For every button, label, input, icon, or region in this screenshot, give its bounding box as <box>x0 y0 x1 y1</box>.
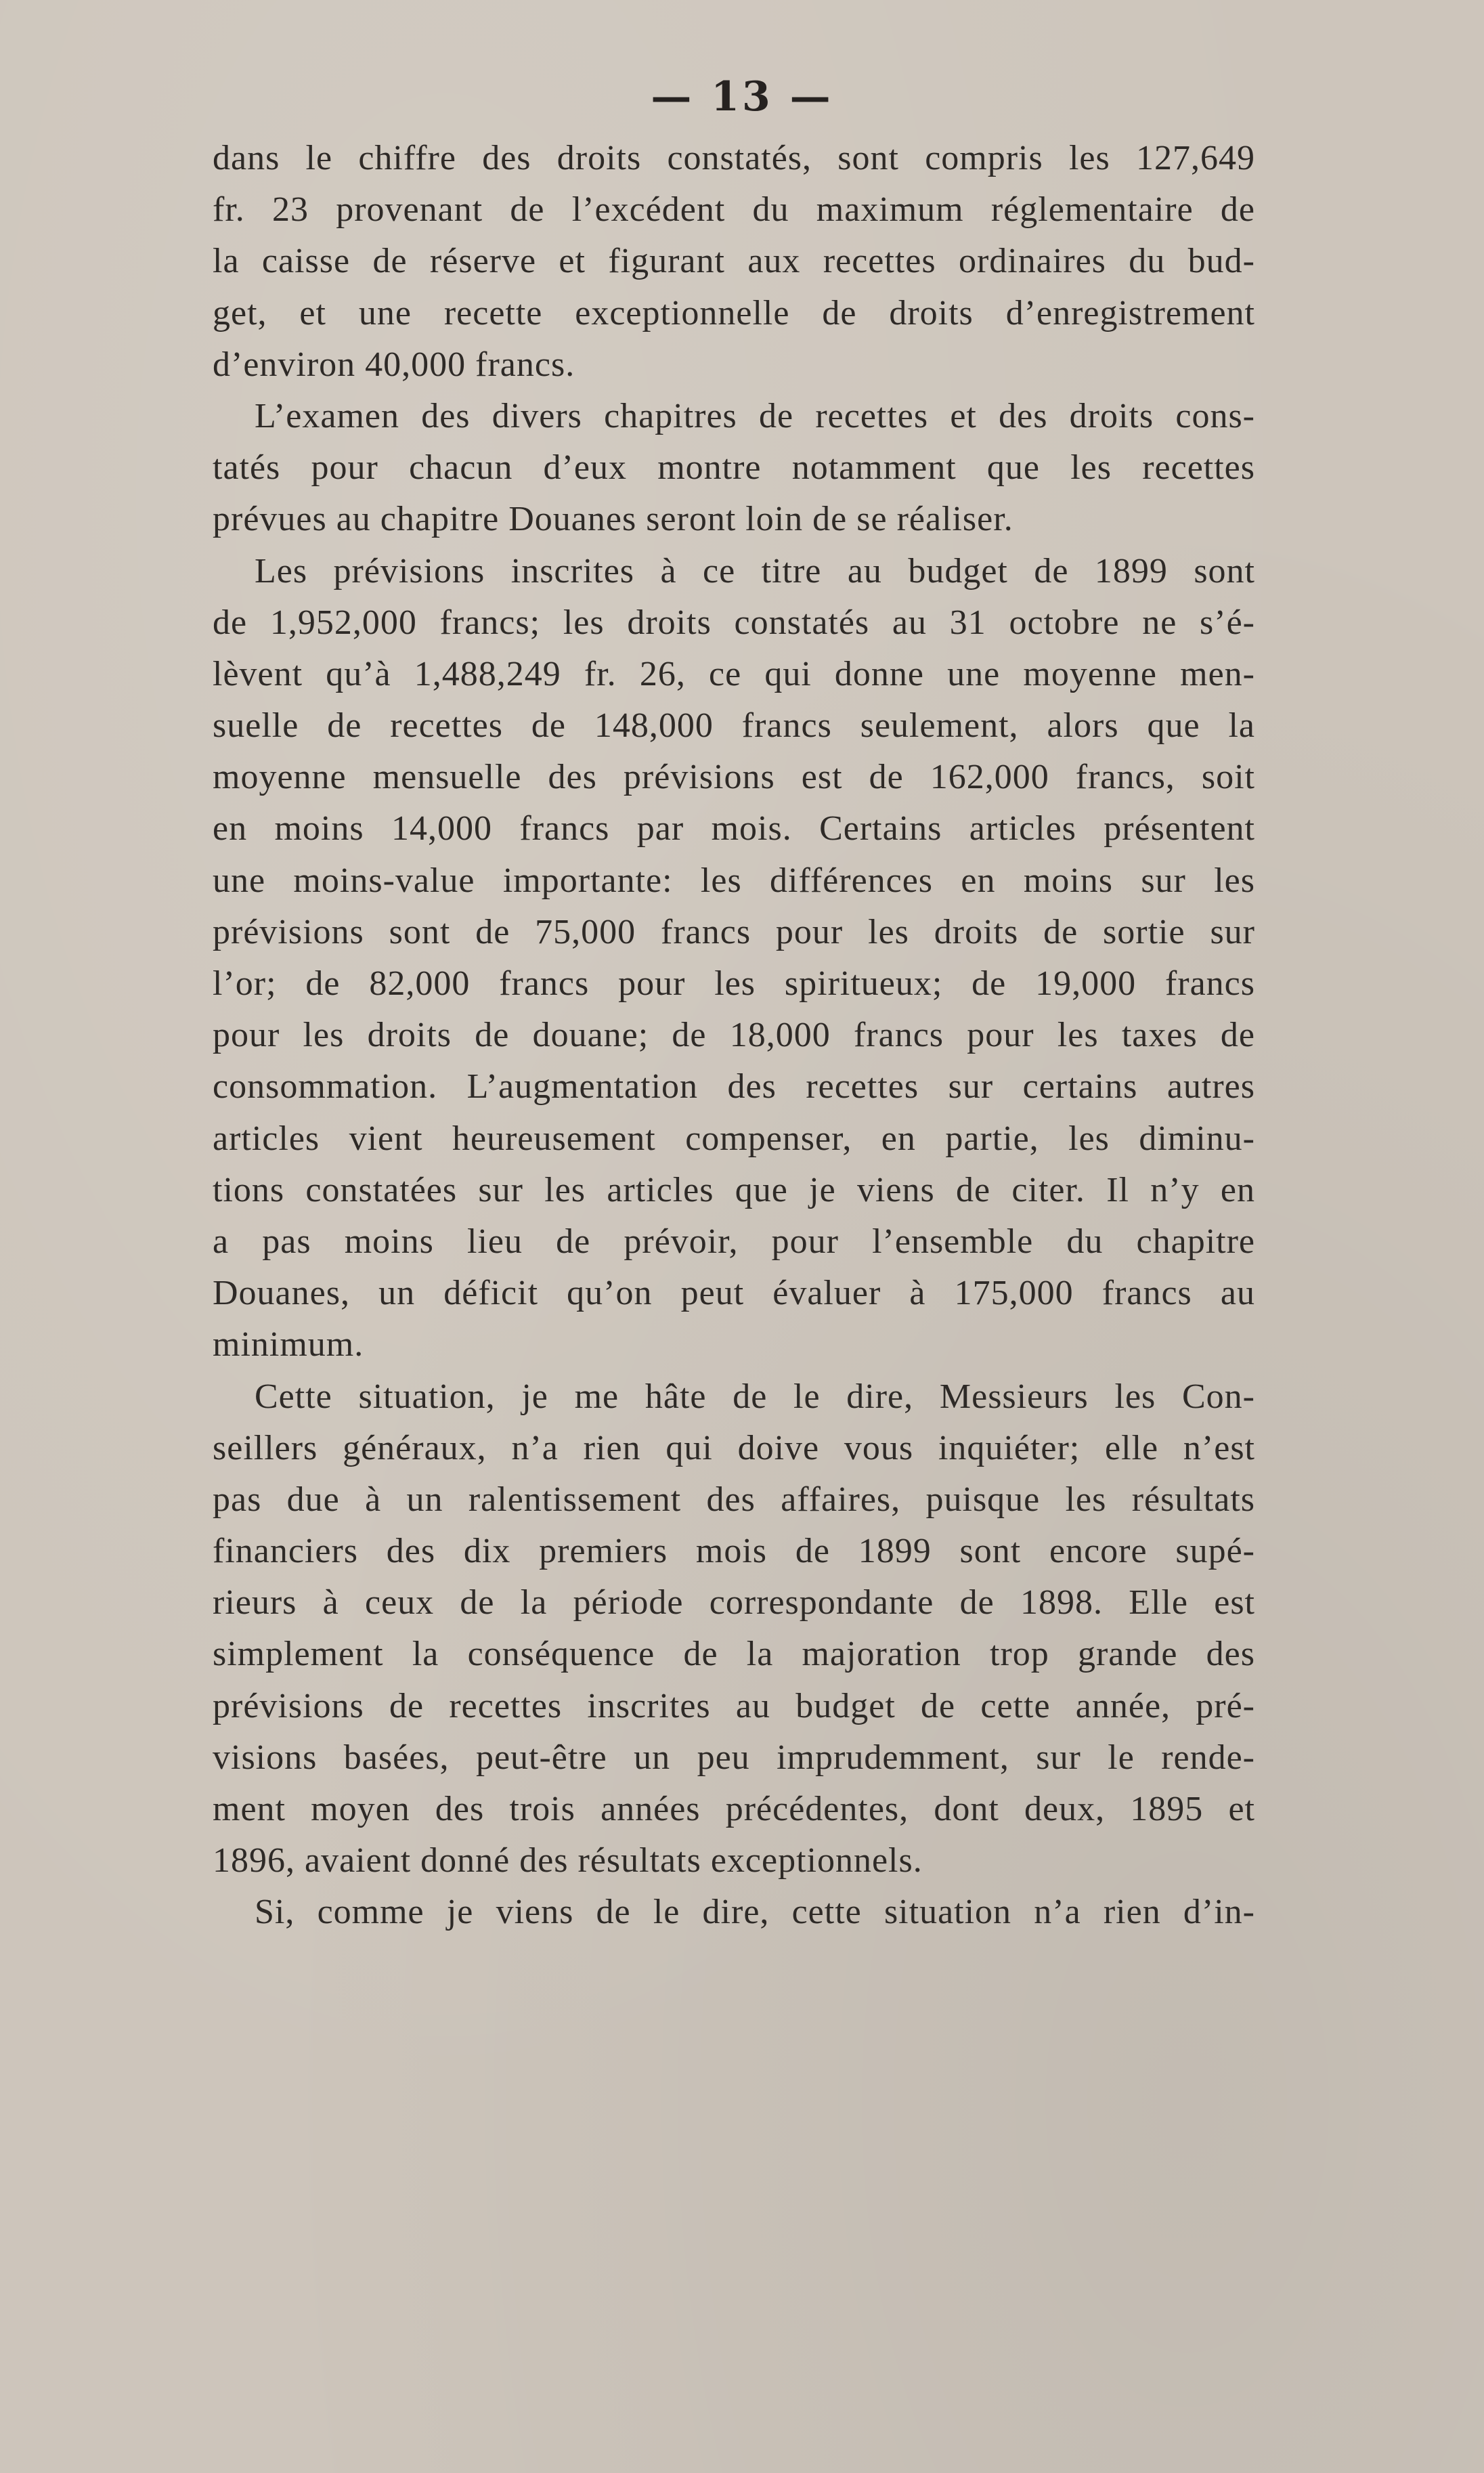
text-line: visions basées, peut-être un peu imprudemment, sur le rende- <box>213 1738 1255 1777</box>
text-line: tatés pour chacun d’eux montre notamment que les recettes <box>213 448 1255 488</box>
text-line: en moins 14,000 francs par mois. Certains articles présentent <box>213 809 1255 848</box>
text-line: moyenne mensuelle des prévisions est de 162,000 francs, soit <box>213 758 1255 797</box>
text-line: lèvent qu’à 1,488,249 fr. 26, ce qui donne une moyenne men- <box>213 654 1255 693</box>
text-line: une moins-value importante: les différences en moins sur les <box>213 861 1255 900</box>
text-line: de 1,952,000 francs; les droits constatés au 31 octobre ne s’é- <box>213 603 1255 642</box>
paragraph-start-line: L’examen des divers chapitres de recettes et des droits cons- <box>255 396 1255 435</box>
text-line: seillers généraux, n’a rien qui doive vous inquiéter; elle n’est <box>213 1428 1255 1467</box>
text-line: consommation. L’augmentation des recettes sur certains autres <box>213 1067 1255 1106</box>
text-line: fr. 23 provenant de l’excédent du maximum réglementaire de <box>213 190 1255 230</box>
text-line: articles vient heureusement compenser, en partie, les diminu- <box>213 1119 1255 1158</box>
text-line: financiers des dix premiers mois de 1899 sont encore supé- <box>213 1532 1255 1571</box>
page-number: — 13 — <box>651 73 833 121</box>
text-line: prévues au chapitre Douanes seront loin de se réaliser. <box>213 500 1013 539</box>
text-line: prévisions sont de 75,000 francs pour les droits de sortie sur <box>213 912 1255 951</box>
text-line: simplement la conséquence de la majoration trop grande des <box>213 1635 1255 1674</box>
text-line: 1896, avaient donné des résultats exceptionnels. <box>213 1841 923 1880</box>
text-line: tions constatées sur les articles que je viens de citer. Il n’y en <box>213 1170 1255 1209</box>
paragraph-start-line: Les prévisions inscrites à ce titre au budget de 1899 sont <box>255 551 1255 590</box>
body-text <box>213 133 1255 1939</box>
text-line: pour les droits de douane; de 18,000 francs pour les taxes de <box>213 1016 1255 1055</box>
text-line: d’environ 40,000 francs. <box>213 345 575 384</box>
text-line: get, et une recette exceptionnelle de droits d’enregistrement <box>213 293 1255 332</box>
text-line: minimum. <box>213 1325 364 1364</box>
text-line: a pas moins lieu de prévoir, pour l’ensemble du chapitre <box>213 1222 1255 1261</box>
text-line: l’or; de 82,000 francs pour les spiritueux; de 19,000 francs <box>213 964 1255 1003</box>
paragraph-start-line: Cette situation, je me hâte de le dire, Messieurs les Con- <box>255 1377 1255 1416</box>
text-line: ment moyen des trois années précédentes, dont deux, 1895 et <box>213 1790 1255 1828</box>
paragraph-start-line: Si, comme je viens de le dire, cette situation n’a rien d’in- <box>255 1893 1255 1932</box>
text-line: suelle de recettes de 148,000 francs seulement, alors que la <box>213 706 1255 746</box>
text-line: Douanes, un déficit qu’on peut évaluer à 175,000 francs au <box>213 1274 1255 1313</box>
text-line: dans le chiffre des droits constatés, sont compris les 127,649 <box>213 139 1255 177</box>
text-line: rieurs à ceux de la période correspondante de 1898. Elle est <box>213 1583 1255 1622</box>
text-line: prévisions de recettes inscrites au budget de cette année, pré- <box>213 1686 1255 1725</box>
text-line: pas due à un ralentissement des affaires, puisque les résultats <box>213 1480 1255 1519</box>
text-line: la caisse de réserve et figurant aux recettes ordinaires du bud- <box>213 242 1255 281</box>
